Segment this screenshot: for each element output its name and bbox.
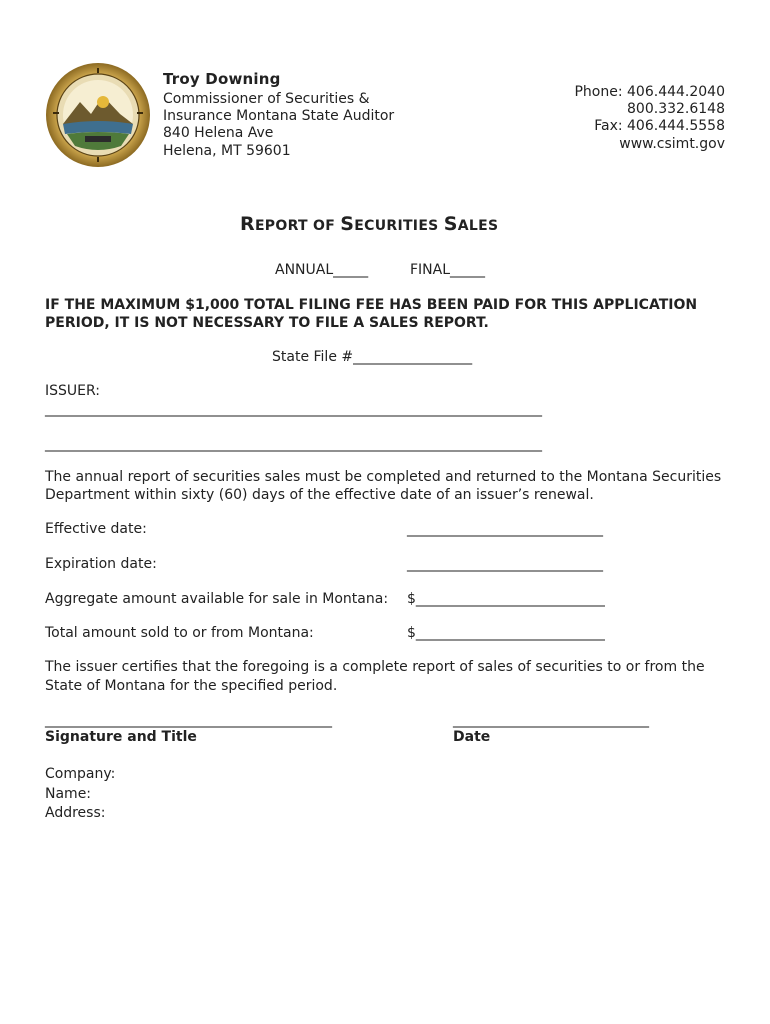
aggregate-amount-label: Aggregate amount available for sale in Montana: <box>45 591 389 607</box>
annual-option[interactable]: ANNUAL_____ <box>275 262 369 278</box>
effective-date-label: Effective date: <box>45 521 147 537</box>
name-label: Name: <box>45 786 92 802</box>
final-option[interactable]: FINAL_____ <box>410 262 486 278</box>
signature-label: Signature and Title <box>45 729 197 745</box>
website-link[interactable]: www.csimt.gov <box>619 136 725 152</box>
expiration-date-field[interactable]: ____________________________ <box>407 556 603 572</box>
total-sold-field[interactable]: $___________________________ <box>407 625 605 641</box>
intro-line-1: The annual report of securities sales must be completed and returned to the Montana Securities <box>45 469 722 485</box>
notice-line-2: PERIOD, IT IS NOT NECESSARY TO FILE A SALES REPORT. <box>45 315 489 331</box>
address-line-3: 840 Helena Ave <box>163 125 274 141</box>
signature-line[interactable]: _________________________________________ <box>45 712 332 728</box>
address-line-1: Commissioner of Securities & <box>163 91 370 107</box>
page-title: REPORT OF SECURITIES SALES <box>240 213 499 235</box>
certification-line-1: The issuer certifies that the foregoing is a complete report of sales of securities to or from the <box>45 659 705 675</box>
address-label: Address: <box>45 805 106 821</box>
commissioner-name: Troy Downing <box>163 70 281 88</box>
intro-line-2: Department within sixty (60) days of the effective date of an issuer’s renewal. <box>45 487 594 503</box>
date-line[interactable]: ____________________________ <box>453 712 649 728</box>
aggregate-amount-field[interactable]: $___________________________ <box>407 591 605 607</box>
phone-number: Phone: 406.444.2040 <box>574 84 725 100</box>
fax-number: Fax: 406.444.5558 <box>594 118 725 134</box>
issuer-line-2[interactable]: _______________________________________________________________________ <box>45 436 542 452</box>
address-line-2: Insurance Montana State Auditor <box>163 108 395 124</box>
notice-line-1: IF THE MAXIMUM $1,000 TOTAL FILING FEE HAS BEEN PAID FOR THIS APPLICATION <box>45 297 698 313</box>
effective-date-field[interactable]: ____________________________ <box>407 521 603 537</box>
state-file-field[interactable]: State File #_________________ <box>272 349 473 365</box>
address-line-4: Helena, MT 59601 <box>163 143 291 159</box>
date-label: Date <box>453 729 491 745</box>
expiration-date-label: Expiration date: <box>45 556 157 572</box>
total-sold-label: Total amount sold to or from Montana: <box>45 625 314 641</box>
montana-seal-logo <box>45 62 151 168</box>
toll-free-number: 800.332.6148 <box>627 101 725 117</box>
company-label: Company: <box>45 766 116 782</box>
certification-line-2: State of Montana for the specified period. <box>45 678 338 694</box>
issuer-line-1[interactable]: _______________________________________________________________________ <box>45 401 542 417</box>
issuer-label: ISSUER: <box>45 383 101 399</box>
